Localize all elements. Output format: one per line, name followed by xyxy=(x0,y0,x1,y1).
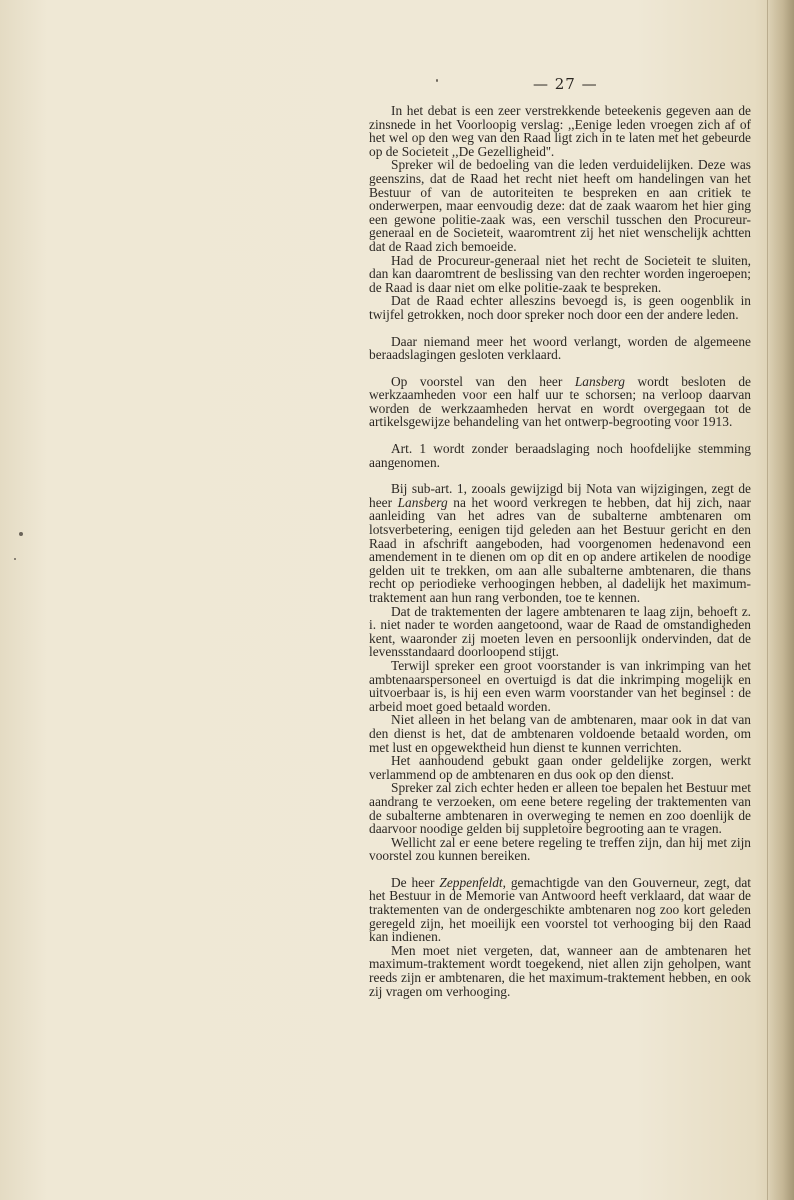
page-number: — 27 — xyxy=(533,75,598,93)
ink-speck xyxy=(436,79,438,82)
paragraph-text: , gemachtigde van den Gouverneur, zegt, dat het Bestuur in de Memorie van Antwoord heeft verklaard, dat waar de traktementen van de ondergeschikte ambtenaren nog zoo kort geleden geregeld zijn, het moeilijk een voorstel tot verhooging bij den Raad kan indienen. xyxy=(369,874,751,945)
paragraph-text: De heer xyxy=(391,874,440,890)
paragraph: Dat de traktementen der lagere ambtenaren te laag zijn, behoeft z. i. niet nader te worden aangetoond, waar de Raad de omstandigheden kent, waaronder zij moeten leven en persoonlijk ondervinden, dat de levensstandaard doorloopend stijgt. xyxy=(369,603,751,660)
paragraph-text: Op voorstel van den heer xyxy=(391,373,575,389)
paragraph xyxy=(369,482,751,604)
paragraph-text: na het woord verkregen te hebben, dat hij zich, naar aanleiding van het adres van de subalterne ambtenaren om lotsverbetering, eenigen tijd geleden aan het Bestuur gericht en den Raad in afschrift aangeboden, had voorgenomen hedenavond een amendement in te dienen om op dit en op andere artikelen de noodige gelden uit te trekken, om aan alle subalterne ambtenaren, die thans recht op periodieke verhoogingen hebben, al dadelijk het maximum-traktement aan hun rang verbonden, toe te kennen. xyxy=(369,494,751,605)
paragraph xyxy=(369,876,751,944)
ink-speck xyxy=(19,532,23,536)
paragraph: Terwijl spreker een groot voorstander is van inkrimping van het ambtenaarspersoneel en overtuigd is dat die inkrimping mogelijk en uitvoerbaar is, is hij een even warm voorstander van het beginsel : de arbeid moet goed betaald worden. xyxy=(369,657,751,714)
paragraph: Spreker zal zich echter heden er alleen toe bepalen het Bestuur met aandrang te verzoeken, om eene betere regeling der traktementen van de subalterne ambtenaren in overweging te nemen en zoo doenlijk de daarvoor noodige gelden bij suppletoire begrooting aan te vragen. xyxy=(369,780,751,837)
speaker-name: Lansberg xyxy=(574,373,625,389)
paragraph: Dat de Raad echter alleszins bevoegd is, is geen oogenblik in twijfel getrokken, noch door spreker noch door een der andere leden. xyxy=(369,293,751,322)
paragraph: Niet alleen in het belang van de ambtenaren, maar ook in dat van den dienst is het, dat de ambtenaren voldoende betaald worden, om met lust en opgewektheid hun dienst te kunnen verrichten. xyxy=(369,712,751,755)
paragraph: Men moet niet vergeten, dat, wanneer aan de ambtenaren het maximum-traktement wordt toegekend, niet allen zijn geholpen, want reeds zijn er ambtenaren, die het maximum-traktement hebben, en ook zij vragen om verhooging. xyxy=(369,942,751,999)
ink-speck xyxy=(14,558,16,560)
speaker-name: Zeppenfeldt xyxy=(439,874,503,890)
page-edge-line xyxy=(767,0,768,1200)
paragraph: Spreker wil de bedoeling van die leden verduidelijken. Deze was geenszins, dat de Raad het recht niet heeft om handelingen van het Bestuur of van de autoriteiten te bespreken en aan critiek te onderwerpen, maar eenvoudig deze: dat de zaak waarom het hier ging een gewone politie-zaak was, een verschil tusschen den Procureur-generaal en de Societeit, waaromtrent zij het niet wenschelijk achtten dat de Raad zich bemoeide. xyxy=(369,157,751,254)
paragraph-text: wordt besloten de werkzaamheden voor een half uur te schorsen; na verloop daarvan worden de werkzaamheden hervat en wordt overgegaan tot de artikelsgewijze behandeling van het ontwerp-begrooting voor 1913. xyxy=(369,373,751,430)
text-column xyxy=(369,104,751,998)
paragraph: Het aanhoudend gebukt gaan onder geldelijke zorgen, werkt verlammend op de ambtenaren en dus ook op den dienst. xyxy=(369,753,751,782)
paragraph: Wellicht zal er eene betere regeling te treffen zijn, dan hij met zijn voorstel zou kunnen bereiken. xyxy=(369,834,751,864)
paragraph-text: Bij sub-art. 1, zooals gewijzigd bij Nota van wijzigingen, zegt de heer xyxy=(369,481,751,510)
paragraph xyxy=(369,375,751,429)
speaker-name: Lansberg xyxy=(397,494,448,510)
paragraph: Art. 1 wordt zonder beraadslaging noch hoofdelijke stemming aangenomen. xyxy=(369,441,751,470)
paragraph: Had de Procureur-generaal niet het recht de Societeit te sluiten, dan kan daaromtrent de beslissing van den rechter worden ingeroepen; de Raad is daar niet om elke politie-zaak te bespreken. xyxy=(369,252,751,295)
paragraph: Daar niemand meer het woord verlangt, worden de algemeene beraadslagingen gesloten verklaard. xyxy=(369,333,751,363)
page-edge-shadow xyxy=(766,0,794,1200)
paragraph: In het debat is een zeer verstrekkende beteekenis gegeven aan de zinsnede in het Voorloopig verslag: ,,Eenige leden vroegen zich af of het wel op den weg van den Raad ligt zich in te laten met het gebeurde op de Societeit ,,De Gezelligheid''. xyxy=(369,103,751,159)
